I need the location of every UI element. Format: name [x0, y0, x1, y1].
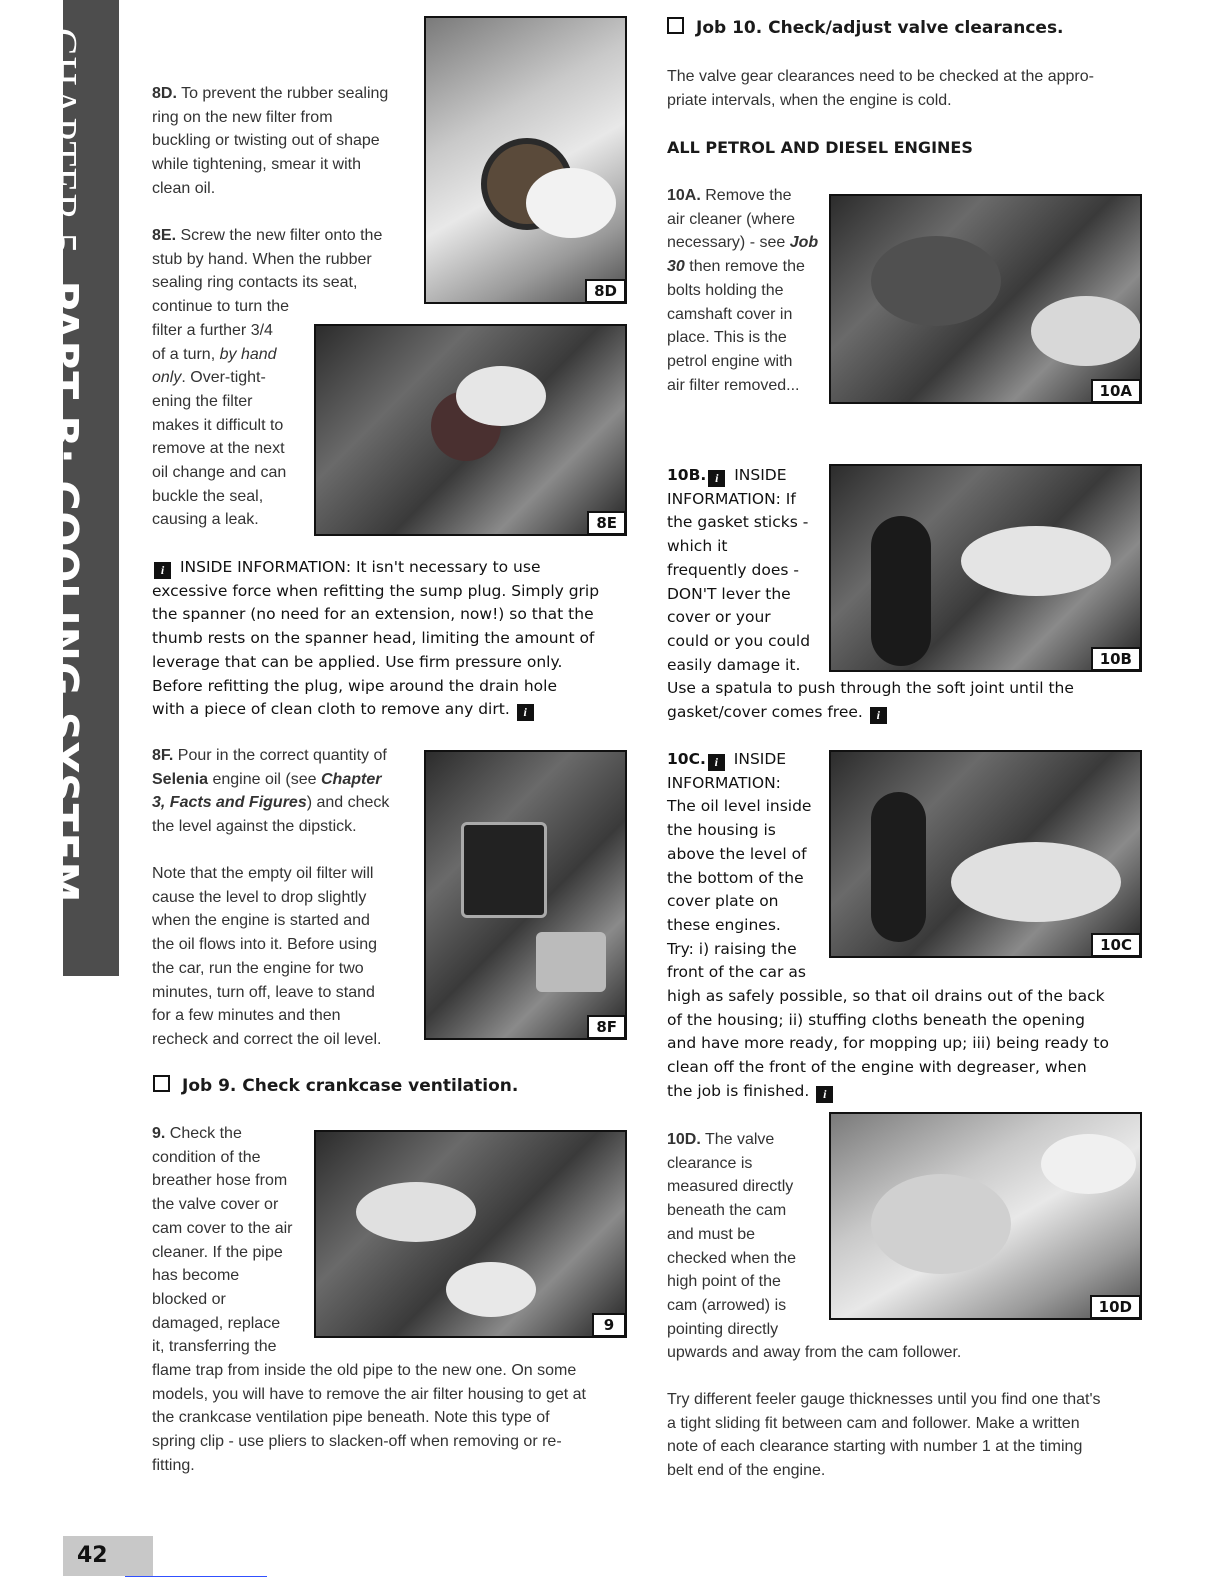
info-icon: i — [870, 707, 887, 724]
camshaft-image — [871, 1174, 1011, 1274]
photo-10d — [829, 1112, 1142, 1320]
photo-label: 8D — [585, 279, 626, 303]
photo-10c — [829, 750, 1142, 958]
photo-8d — [424, 16, 627, 304]
oil-level-note: Note that the empty oil filter will cause the level to drop slightly when the engine is started and the oil flows into it. Before using the car, run the engine for two minutes, turn off, leave to stand for a few minutes and then recheck and correct the oil level. — [152, 865, 382, 1048]
photo-label: 9 — [592, 1313, 626, 1337]
hand-image — [1031, 296, 1141, 366]
hands-image — [951, 842, 1121, 922]
photo-label: 10A — [1091, 379, 1141, 403]
step-8d-text: 8D. To prevent the rubber sealing ring on the new filter from buckling or twisting out of shape while tightening, smear it with clean oil. — [152, 85, 389, 197]
footer-rule — [125, 1576, 267, 1577]
checkbox-icon — [667, 17, 684, 34]
checkbox-icon — [153, 1075, 170, 1092]
photo-9 — [314, 1130, 627, 1338]
photo-label: 10D — [1090, 1295, 1141, 1319]
engine-image — [871, 236, 1001, 326]
info-icon: i — [517, 704, 534, 721]
gloved-hand-image — [456, 366, 546, 426]
feeler-gauge-text: Try different feeler gauge thicknesses until you find one that's a tight sliding fit between cam and follower. Make a written note of each clearance starting with number 1 at the timing belt end of the engine. — [667, 1391, 1101, 1480]
step-label: 8E. — [152, 227, 177, 244]
step-9-text: 9. Check the condition of the breather hose from the valve cover or cam cover to the air cleaner. If the pipe has become blocked or damaged, replace it, transferring the flame trap from inside the old pipe to the new one. On some models, you will have to remove the air filter housing to get at the crankcase ventilation pipe beneath. Note this type of spring clip - use pliers to slacken-off when removing or re- fitting. — [152, 1125, 586, 1474]
step-label: 10D. — [667, 1131, 701, 1148]
page-number: 42 — [63, 1536, 153, 1576]
photo-label: 8F — [587, 1015, 626, 1039]
step-label: 10A. — [667, 187, 701, 204]
info-icon: i — [154, 562, 171, 579]
job-9-heading: Job 9. Check crankcase ventilation. — [153, 1074, 518, 1098]
photo-8f — [424, 750, 627, 1040]
info-icon: i — [708, 754, 725, 771]
info-icon: i — [816, 1086, 833, 1103]
step-10a-text: 10A. Remove the air cleaner (where necessary) - see Job 30 then remove the bolts holding the camshaft cover in place. This is the petrol engine with air filter removed... — [667, 187, 819, 394]
oil-can-image — [461, 822, 547, 918]
sidebar-title — [35, 28, 91, 903]
step-8e-text: 8E. Screw the new filter onto the stub by hand. When the rubber sealing ring contacts its seat, continue to turn the filter a further 3/4 of a turn, by hand only. Over-tight- ening the filter makes it difficult to remove at the next oil change and can buckle the seal, causing a leak. — [152, 227, 383, 529]
step-10c-text: 10C. i INSIDE INFORMATION: The oil level inside the housing is above the level of the bottom of the cover plate on these engines. Try: i) raising the front of the car as high as safely possible, so that oil drains out of the back of the housing; ii) stuffing cloths beneath the opening and have more ready, for mopping up; iii) being ready to clean off the front of the engine with degreaser, when the job is finished. i — [667, 750, 1109, 1101]
photo-label: 8E — [587, 511, 626, 535]
step-label: 9. — [152, 1125, 166, 1142]
photo-label: 10C — [1091, 933, 1141, 957]
step-label: 10B. — [667, 466, 707, 484]
inside-info-8: i INSIDE INFORMATION: It isn't necessary to use excessive force when refitting the sump plug. Simply grip the spanner (no need for an extension, now!) so that the thumb rests on the spanner head, limiting the amount of leverage that can be applied. Use firm pressure only. Before refitting the plug, wipe around the drain hole with a piece of clean cloth to remove any dirt. i — [152, 558, 600, 720]
sidebar-chapter: CHAPTER 5 — [40, 28, 86, 255]
engines-heading: ALL PETROL AND DIESEL ENGINES — [667, 138, 973, 157]
hose-image — [871, 516, 931, 666]
hand-image — [356, 1182, 476, 1242]
sidebar-part: PART B: COOLING SYSTEM — [39, 280, 87, 904]
hands-image — [961, 526, 1111, 596]
info-icon: i — [708, 470, 725, 487]
job-10-intro: The valve gear clearances need to be checked at the appro- priate intervals, when the engine is cold. — [667, 68, 1094, 109]
step-10d-text: 10D. The valve clearance is measured directly beneath the cam and must be checked when the high point of the cam (arrowed) is pointing directly upwards and away from the cam follower. — [667, 1131, 962, 1362]
gloved-hand-image — [526, 168, 616, 238]
step-label: 10C. — [667, 750, 706, 768]
photo-10b — [829, 464, 1142, 672]
step-8f-text: 8F. Pour in the correct quantity of Selenia engine oil (see Chapter 3, Facts and Figures) and check the level against the dipstick. — [152, 747, 390, 836]
hand-image — [1041, 1134, 1136, 1194]
step-10b-text: 10B. i INSIDE INFORMATION: If the gasket sticks - which it frequently does - DON'T lever the cover or your could or you could easily damage it. Use a spatula to push through the soft joint until the gasket/cover comes free. i — [667, 466, 1074, 723]
photo-10a — [829, 194, 1142, 404]
photo-8e — [314, 324, 627, 536]
job-10-heading: Job 10. Check/adjust valve clearances. — [667, 16, 1064, 40]
step-label: 8D. — [152, 85, 177, 102]
photo-label: 10B — [1091, 647, 1141, 671]
hand-image — [446, 1262, 536, 1317]
hose-image — [871, 792, 926, 942]
engine-part-image — [536, 932, 606, 992]
step-label: 8F. — [152, 747, 174, 764]
